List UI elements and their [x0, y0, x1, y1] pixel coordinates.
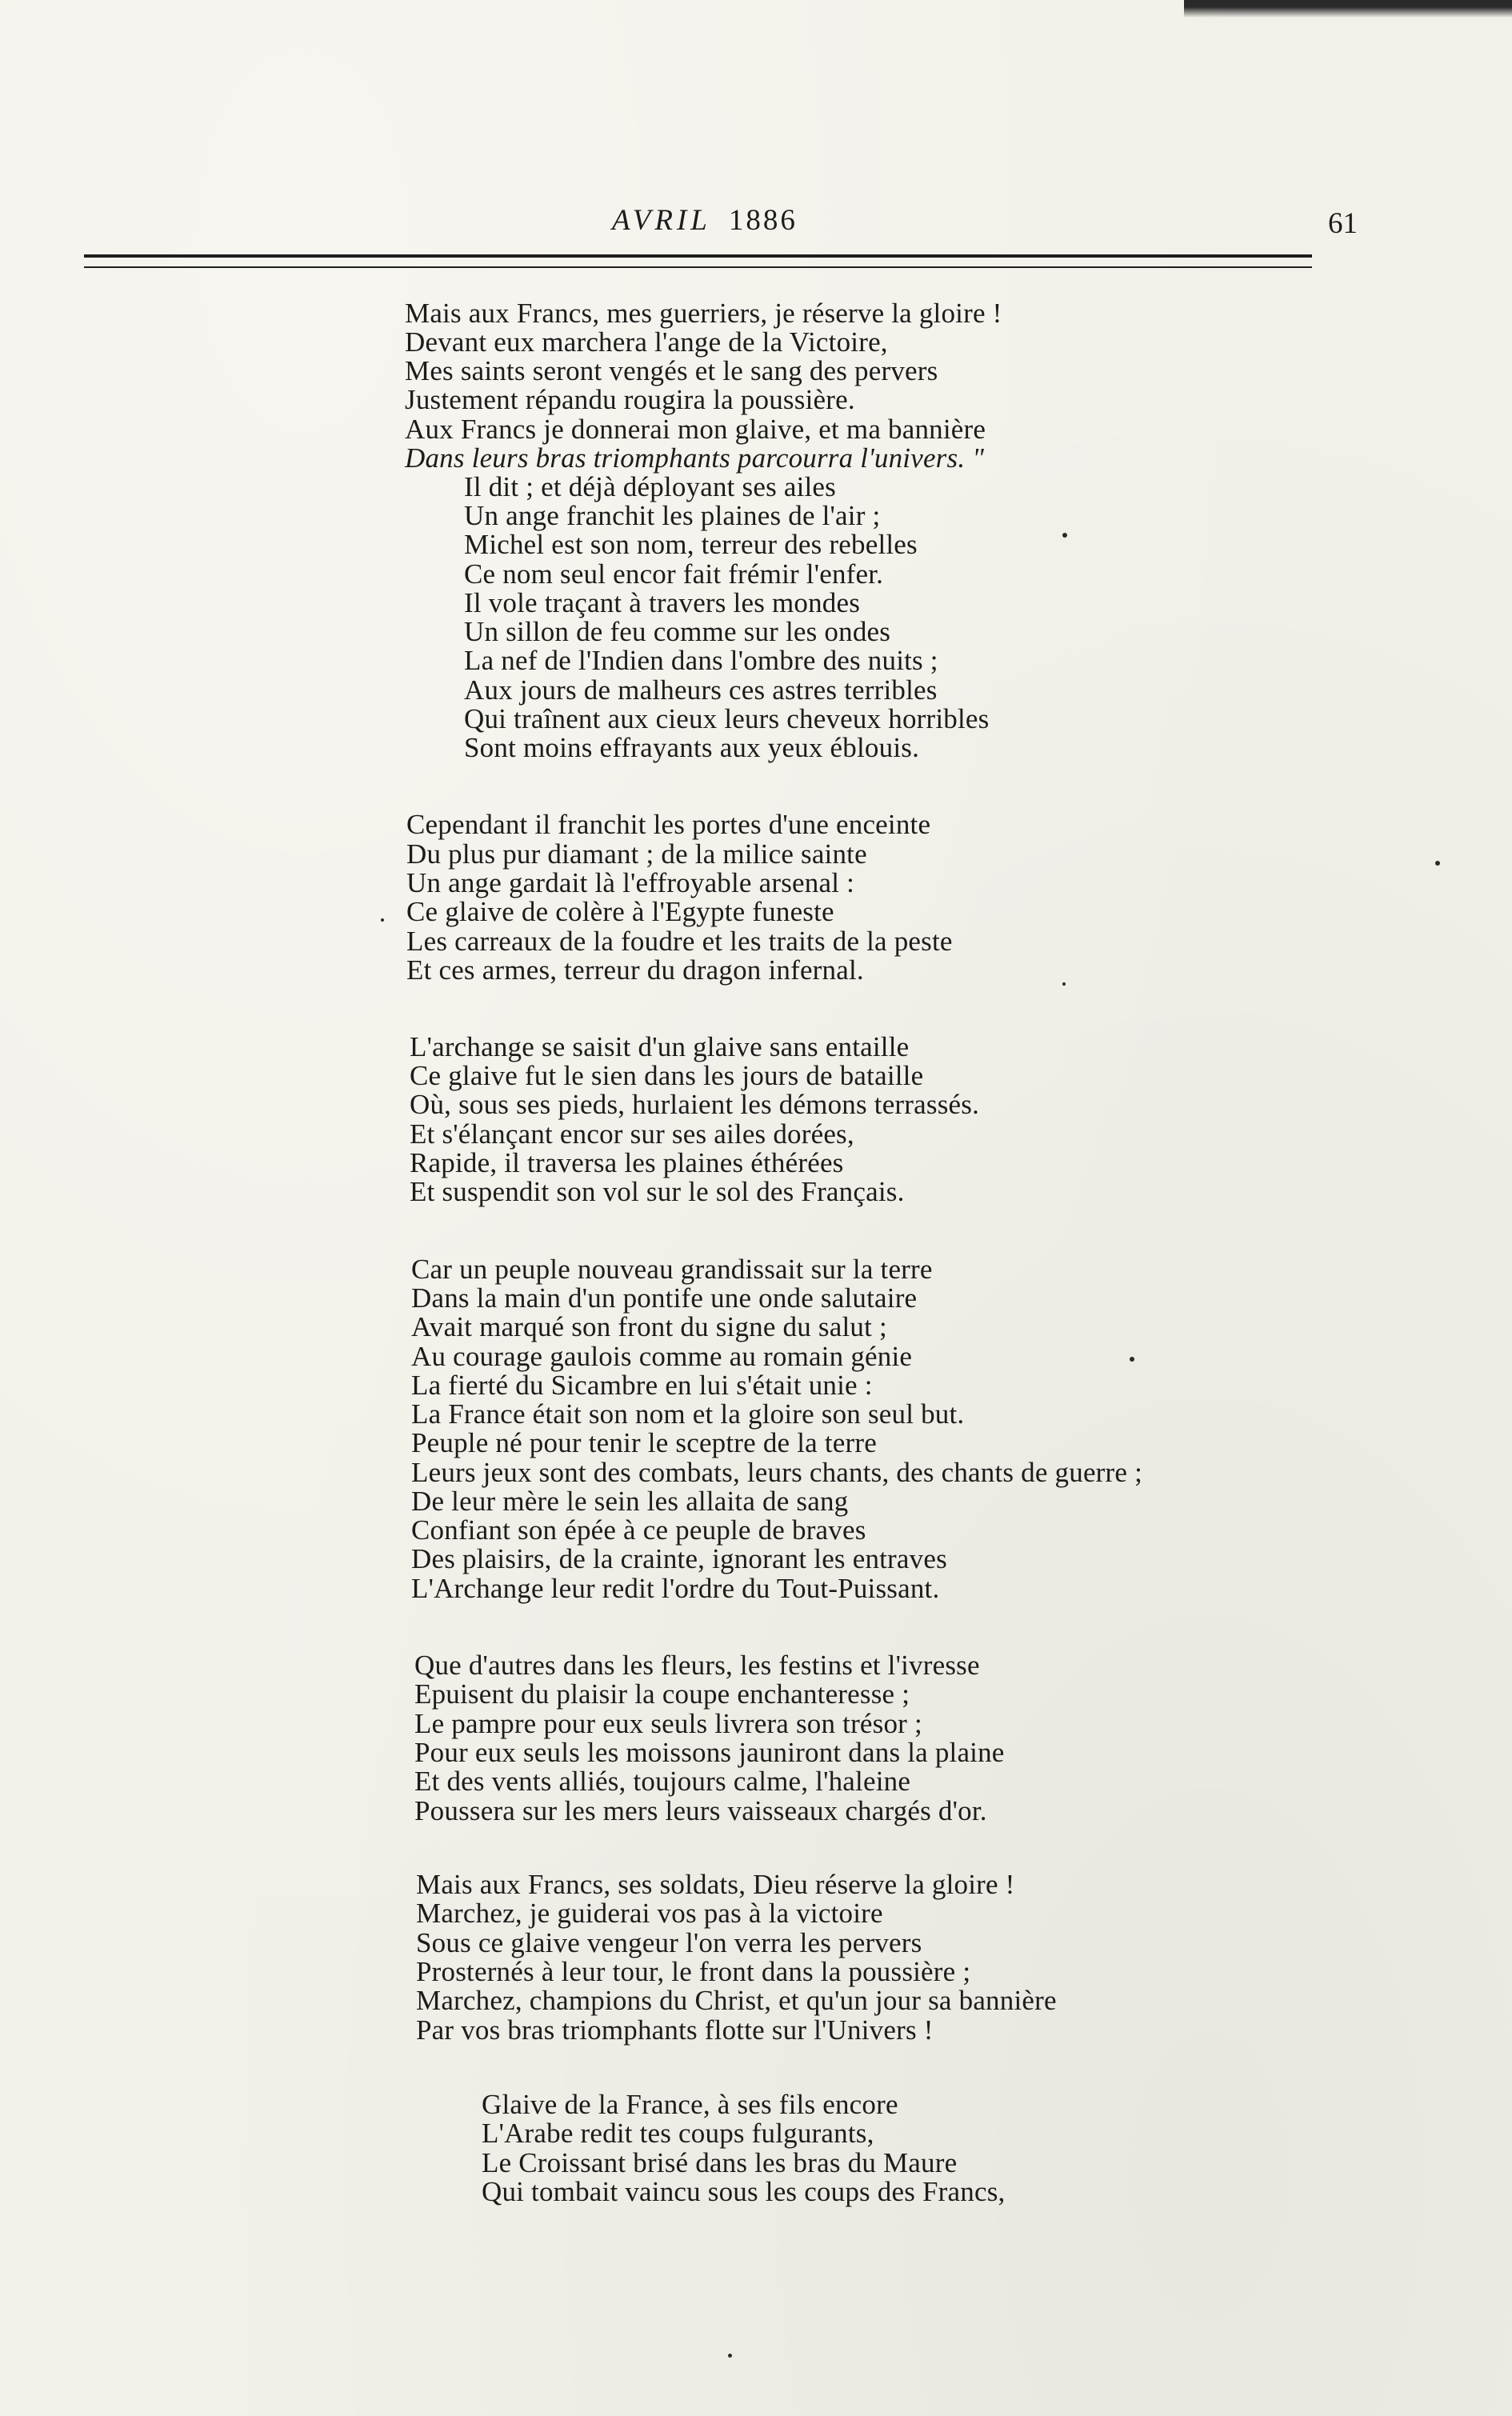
poem-line: Mes saints seront vengés et le sang des pervers — [405, 355, 938, 386]
print-speck — [1435, 861, 1440, 866]
poem-line: Ce nom seul encor fait frémir l'enfer. — [464, 558, 884, 590]
poem-line: Ce glaive fut le sien dans les jours de bataille — [410, 1060, 924, 1091]
poem-line: L'Archange leur redit l'ordre du Tout-Puissant. — [411, 1573, 940, 1604]
poem-line: La fierté du Sicambre en lui s'était unie : — [411, 1370, 873, 1401]
print-speck — [728, 2354, 732, 2358]
poem-line: Justement répandu rougira la poussière. — [405, 384, 855, 415]
poem-line: Confiant son épée à ce peuple de braves — [411, 1514, 866, 1546]
poem-line: Aux jours de malheurs ces astres terribles — [464, 674, 938, 706]
poem-line: Poussera sur les mers leurs vaisseaux chargés d'or. — [414, 1795, 987, 1826]
poem-line: Au courage gaulois comme au romain génie — [411, 1341, 913, 1372]
poem-line: Les carreaux de la foudre et les traits de la peste — [406, 926, 953, 957]
poem-line: Un sillon de feu comme sur les ondes — [464, 616, 891, 647]
poem-line: Le pampre pour eux seuls livrera son trésor ; — [414, 1708, 922, 1739]
poem-line: Un ange gardait là l'effroyable arsenal : — [406, 867, 854, 898]
poem-line: Il vole traçant à travers les mondes — [464, 587, 861, 618]
poem-line: Aux Francs je donnerai mon glaive, et ma bannière — [405, 414, 986, 445]
print-speck — [1062, 982, 1066, 986]
poem-line: Un ange franchit les plaines de l'air ; — [464, 500, 881, 531]
poem-line: Ce glaive de colère à l'Egypte funeste — [406, 896, 834, 927]
poem-line: Dans la main d'un pontife une onde salutaire — [411, 1282, 918, 1314]
running-title-month: AVRIL — [612, 204, 711, 237]
poem-line: Epuisent du plaisir la coupe enchanteresse ; — [414, 1678, 910, 1710]
poem-line: Cependant il franchit les portes d'une enceinte — [406, 809, 931, 840]
poem-line: Sont moins effrayants aux yeux éblouis. — [464, 732, 920, 763]
poem-line: De leur mère le sein les allaita de sang — [411, 1486, 849, 1517]
poem-line: Et suspendit son vol sur le sol des Français. — [410, 1176, 905, 1207]
poem-line: Pour eux seuls les moissons jauniront dans la plaine — [414, 1737, 1005, 1768]
poem-line: Avait marqué son front du signe du salut ; — [411, 1311, 887, 1342]
poem-line: Glaive de la France, à ses fils encore — [482, 2089, 898, 2120]
poem-line: La nef de l'Indien dans l'ombre des nuits ; — [464, 645, 938, 676]
poem-line: Peuple né pour tenir le sceptre de la terre — [411, 1427, 877, 1458]
poem-line: Marchez, je guiderai vos pas à la victoire — [416, 1898, 883, 1929]
poem-line: Qui tombait vaincu sous les coups des Francs, — [482, 2176, 1006, 2207]
poem-line: Et s'élançant encor sur ses ailes dorées, — [410, 1118, 854, 1150]
poem-line: Mais aux Francs, mes guerriers, je réserve la gloire ! — [405, 298, 1002, 329]
poem-line: Où, sous ses pieds, hurlaient les démons terrassés. — [410, 1089, 980, 1120]
poem-line: Car un peuple nouveau grandissait sur la terre — [411, 1254, 933, 1285]
poem-line: La France était son nom et la gloire son seul but. — [411, 1398, 965, 1430]
poem-line: Devant eux marchera l'ange de la Victoire, — [405, 326, 888, 358]
print-speck — [1130, 1357, 1134, 1362]
poem-line: Le Croissant brisé dans les bras du Maure — [482, 2147, 958, 2178]
poem-line: Dans leurs bras triomphants parcourra l'univers. " — [405, 442, 985, 474]
poem-line: Sous ce glaive vengeur l'on verra les pervers — [416, 1927, 922, 1958]
poem-line: Marchez, champions du Christ, et qu'un jour sa bannière — [416, 1985, 1057, 2016]
page-number: 61 — [1328, 207, 1358, 240]
poem-line: Du plus pur diamant ; de la milice sainte — [406, 838, 867, 870]
poem-line: Michel est son nom, terreur des rebelles — [464, 529, 918, 560]
running-title-year: 1886 — [728, 204, 798, 237]
poem-line: Des plaisirs, de la crainte, ignorant les entraves — [411, 1543, 947, 1574]
poem-line: Par vos bras triomphants flotte sur l'Univers ! — [416, 2014, 934, 2046]
poem-line: Et ces armes, terreur du dragon infernal. — [406, 954, 864, 986]
poem-line: Qui traînent aux cieux leurs cheveux horribles — [464, 703, 990, 734]
poem-line: Mais aux Francs, ses soldats, Dieu réserve la gloire ! — [416, 1869, 1015, 1900]
poem-line: Il dit ; et déjà déployant ses ailes — [464, 471, 836, 502]
poem-line: Que d'autres dans les fleurs, les festins et l'ivresse — [414, 1650, 980, 1681]
poem-line: Rapide, il traversa les plaines éthérées — [410, 1147, 844, 1178]
print-speck — [1062, 533, 1067, 538]
poem-line: L'Arabe redit tes coups fulgurants, — [482, 2118, 874, 2149]
poem-line: Et des vents alliés, toujours calme, l'haleine — [414, 1766, 911, 1797]
print-speck — [381, 918, 384, 922]
poem-line: Prosternés à leur tour, le front dans la poussière ; — [416, 1956, 971, 1987]
poem-line: Leurs jeux sont des combats, leurs chants, des chants de guerre ; — [411, 1457, 1142, 1488]
poem-line: L'archange se saisit d'un glaive sans entaille — [410, 1031, 910, 1062]
